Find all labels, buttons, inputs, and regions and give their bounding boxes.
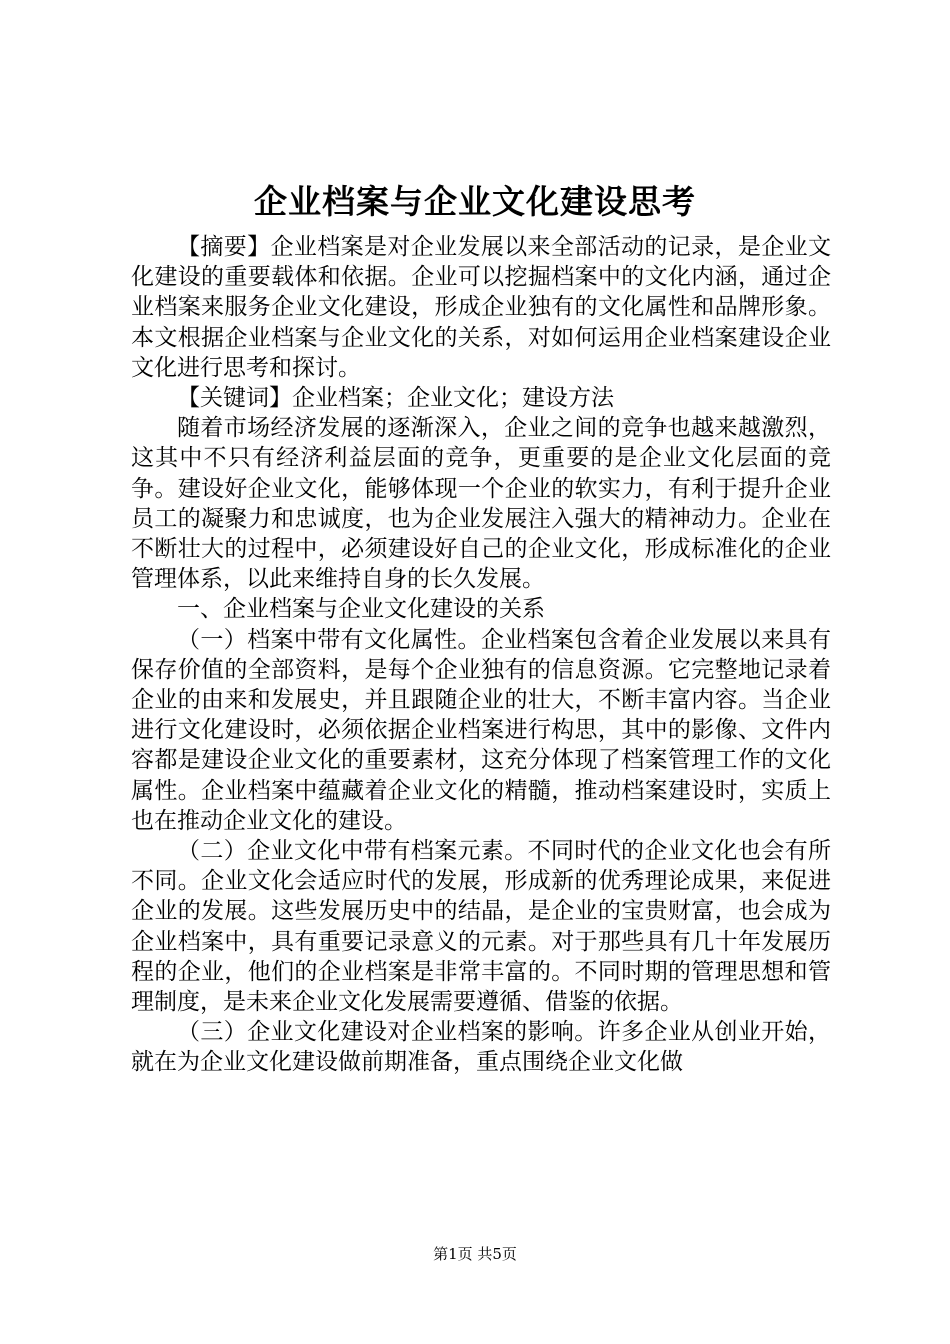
document-title: 企业档案与企业文化建设思考 <box>254 182 696 221</box>
section-heading: 一、企业档案与企业文化建设的关系 <box>177 596 545 623</box>
subsection-paragraph-3: （三）企业文化建设对企业档案的影响。许多企业从创业开始，就在为企业文化建设做前期准备，重点围绕企业文化做 <box>131 1019 831 1076</box>
abstract-paragraph: 【摘要】企业档案是对企业发展以来全部活动的记录，是企业文化建设的重要载体和依据。企业可以挖掘档案中的文化内涵，通过企业档案来服务企业文化建设，形成企业独有的文化属性和品牌形象。本文根据企业档案与企业文化的关系，对如何运用企业档案建设企业文化进行思考和探讨。 <box>131 234 831 381</box>
intro-paragraph: 随着市场经济发展的逐渐深入，企业之间的竞争也越来越激烈，这其中不只有经济利益层面的竞争，更重要的是企业文化层面的竞争。建设好企业文化，能够体现一个企业的软实力，有利于提升企业员工的凝聚力和忠诚度，也为企业发展注入强大的精神动力。企业在不断壮大的过程中，必须建设好自己的企业文化，形成标准化的企业管理体系，以此来维持自身的长久发展。 <box>131 415 831 593</box>
document-body <box>131 232 831 1078</box>
keywords-paragraph: 【关键词】企业档案；企业文化；建设方法 <box>177 385 614 412</box>
page-footer: 第1页 共5页 <box>433 1245 517 1263</box>
subsection-paragraph-2: （二）企业文化中带有档案元素。不同时代的企业文化也会有所不同。企业文化会适应时代的发展，形成新的优秀理论成果，来促进企业的发展。这些发展历史中的结晶，是企业的宝贵财富，也会成为企业档案中，具有重要记录意义的元素。对于那些具有几十年发展历程的企业，他们的企业档案是非常丰富的。不同时期的管理思想和管理制度，是未来企业文化发展需要遵循、借鉴的依据。 <box>131 838 831 1016</box>
subsection-paragraph-1: （一）档案中带有文化属性。企业档案包含着企业发展以来具有保存价值的全部资料，是每个企业独有的信息资源。它完整地记录着企业的由来和发展史，并且跟随企业的壮大，不断丰富内容。当企业进行文化建设时，必须依据企业档案进行构思，其中的影像、文件内容都是建设企业文化的重要素材，这充分体现了档案管理工作的文化属性。企业档案中蕴藏着企业文化的精髓，推动档案建设时，实质上也在推动企业文化的建设。 <box>131 626 831 834</box>
